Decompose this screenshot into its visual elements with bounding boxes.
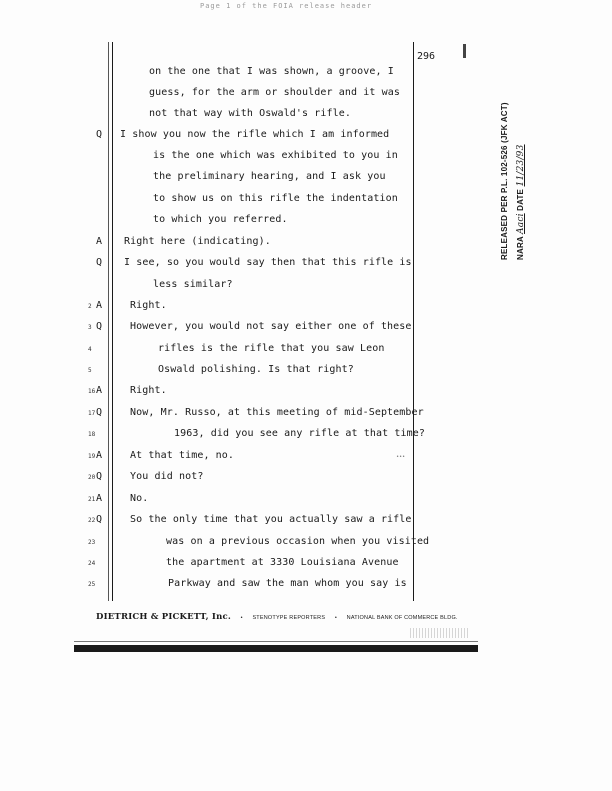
line-number: 24 [88, 560, 96, 567]
transcript-line: to show us on this rifle the indentation [153, 193, 398, 204]
scan-artifact: ∙∙∙ [396, 454, 406, 460]
speaker-label: A [96, 300, 103, 311]
footer-separator: • [240, 615, 243, 621]
margin-rule-outer [108, 42, 109, 601]
line-number: 22 [88, 517, 96, 524]
line-number: 20 [88, 474, 96, 481]
transcript-line: the apartment at 3330 Louisiana Avenue [166, 557, 399, 568]
transcript-line: was on a previous occasion when you visited [166, 536, 430, 547]
release-stamp [486, 40, 542, 260]
transcript-line: Right. [130, 385, 167, 396]
transcript-line: However, you would not say either one of these [130, 321, 412, 332]
footer-address: NATIONAL BANK OF COMMERCE BLDG. [346, 615, 458, 621]
transcript-line: less similar? [153, 279, 233, 290]
edge-mark [463, 44, 466, 58]
line-number: 21 [88, 496, 96, 503]
footer-firm: DIETRICH & PICKETT, Inc. [96, 612, 232, 622]
transcript-line: So the only time that you actually saw a rifle [130, 514, 412, 525]
bottom-rule-thin [74, 641, 478, 642]
line-number: 2 [88, 303, 92, 310]
footer-role: STENOTYPE REPORTERS [252, 615, 326, 621]
transcript-line: is the one which was exhibited to you in [153, 150, 398, 161]
transcript-line: Right. [130, 300, 167, 311]
reporter-footer [96, 604, 456, 623]
line-number: 4 [88, 346, 92, 353]
transcript-line: to which you referred. [153, 214, 288, 225]
transcript-line: Oswald polishing. Is that right? [158, 364, 354, 375]
speaker-label: A [96, 450, 103, 461]
header-noise: Page 1 of the FOIA release header [200, 2, 373, 10]
line-number: 25 [88, 581, 96, 588]
transcript-line: the preliminary hearing, and I ask you [153, 171, 386, 182]
speaker-label: Q [96, 407, 103, 418]
line-number: 16 [88, 388, 96, 395]
transcript-line: You did not? [130, 471, 204, 482]
transcript-line: not that way with Oswald's rifle. [149, 108, 351, 119]
speaker-label: A [96, 385, 103, 396]
speaker-label: A [96, 493, 103, 504]
stamp-release-text: RELEASED PER P.L. 102-526 (JFK ACT) [500, 102, 509, 260]
footer-separator: • [334, 615, 337, 621]
speaker-label: A [96, 236, 103, 247]
speaker-label: Q [96, 471, 103, 482]
transcript-line: rifles is the rifle that you saw Leon [158, 343, 385, 354]
transcript-line: on the one that I was shown, a groove, I [149, 66, 394, 77]
transcript-line: Parkway and saw the man whom you say is [168, 578, 407, 589]
line-number: 3 [88, 324, 92, 331]
line-number: 23 [88, 539, 96, 546]
scan-noise [410, 628, 470, 638]
speaker-label: Q [96, 321, 103, 332]
line-number: 5 [88, 367, 92, 374]
speaker-label: Q [96, 257, 103, 268]
speaker-label: Q [96, 129, 103, 140]
transcript-line: No. [130, 493, 149, 504]
stamp-date-label: DATE [516, 188, 525, 211]
transcript-line: guess, for the arm or shoulder and it was [149, 87, 400, 98]
stamp-nara-signature: Aaci [516, 213, 526, 234]
speaker-label: Q [96, 514, 103, 525]
page-number: 296 [417, 51, 436, 62]
stamp-nara-line [516, 144, 526, 260]
transcript-line: At that time, no. [130, 450, 235, 461]
line-number: 19 [88, 453, 96, 460]
bottom-rule-thick [74, 645, 478, 652]
stamp-nara-label: NARA [516, 236, 525, 260]
transcript-line: Right here (indicating). [124, 236, 271, 247]
line-number: 17 [88, 410, 96, 417]
stamp-date-value: 11/23/93 [516, 144, 526, 187]
transcript-line: 1963, did you see any rifle at that time? [174, 428, 425, 439]
transcript-line: I see, so you would say then that this rifle is [124, 257, 412, 268]
line-number: 18 [88, 431, 96, 438]
transcript-line: Now, Mr. Russo, at this meeting of mid-September [130, 407, 424, 418]
transcript-line: I show you now the rifle which I am informed [120, 129, 390, 140]
